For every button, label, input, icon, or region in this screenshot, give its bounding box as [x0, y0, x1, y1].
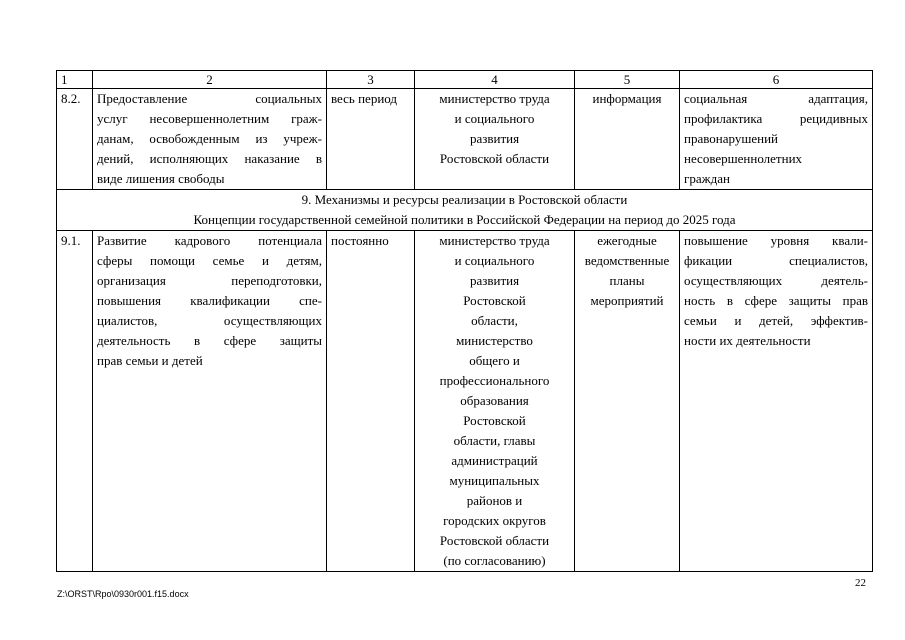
executor-line: (по согласованию): [443, 553, 546, 568]
row-number: 8.2.: [61, 91, 81, 106]
description-line: дений, исполняющих наказание в: [97, 151, 322, 166]
header-col-2: 2: [93, 71, 327, 89]
section-9-heading-row: [57, 190, 873, 231]
description-line: деятельность в сфере защиты: [97, 333, 322, 348]
result-cell: [680, 89, 873, 190]
description-line: виде лишения свободы: [97, 171, 225, 186]
result-line: профилактика рецидивных: [684, 111, 868, 126]
executor-line: городских округов: [443, 513, 546, 528]
description-cell: [93, 231, 327, 572]
description-line: Развитие кадрового потенциала: [97, 233, 322, 248]
executor-line: министерство труда: [439, 91, 550, 106]
description-cell: [93, 89, 327, 190]
executor-line: муниципальных: [449, 473, 540, 488]
executor-line: администраций: [451, 453, 538, 468]
header-col-4: 4: [415, 71, 575, 89]
header-col-5: 5: [575, 71, 680, 89]
table-row-9-1: [57, 231, 873, 572]
executor-line: Ростовской области: [439, 151, 550, 166]
result-line: фикации специалистов,: [684, 253, 868, 268]
result-line: несовершеннолетних: [684, 151, 803, 166]
row-number-cell: [57, 231, 93, 572]
executor-line: районов и: [466, 493, 523, 508]
description-line: прав семьи и детей: [97, 353, 203, 368]
executor-line: профессионального: [439, 373, 550, 388]
description-line: повышения квалификации спе-: [97, 293, 322, 308]
file-path-footer: Z:\ORST\Rpo\0930r001.f15.docx: [57, 589, 189, 599]
result-line: правонарушений: [684, 131, 778, 146]
result-line: осуществляющих деятель-: [684, 273, 868, 288]
header-col-1: 1: [57, 71, 93, 89]
result-line: граждан: [684, 171, 730, 186]
executor-line: области, главы: [453, 433, 536, 448]
executor-line: министерство труда: [439, 233, 550, 248]
term-cell: [327, 89, 415, 190]
executor-line: Ростовской: [463, 293, 526, 308]
description-line: сферы помощи семье и детям,: [97, 253, 322, 268]
section-heading-line-2: Концепции государственной семейной политики в Российской Федерации на период до 2025 года: [193, 212, 736, 227]
section-heading-line-1: 9. Механизмы и ресурсы реализации в Ростовской области: [301, 192, 628, 207]
description-line: услуг несовершеннолетним граж-: [97, 111, 322, 126]
executor-line: области,: [471, 313, 518, 328]
description-line: организация переподготовки,: [97, 273, 322, 288]
plan-table: [56, 70, 873, 572]
result-line: социальная адаптация,: [684, 91, 868, 106]
executors-cell: [415, 231, 575, 572]
header-col-6: 6: [680, 71, 873, 89]
executor-line: Ростовской: [463, 413, 526, 428]
form-cell: [575, 89, 680, 190]
term-cell: [327, 231, 415, 572]
form-cell: [575, 231, 680, 572]
executor-line: общего и: [469, 353, 520, 368]
executor-line: развития: [469, 273, 520, 288]
executor-line: министерство: [456, 333, 533, 348]
executor-line: развития: [469, 131, 520, 146]
section-heading-cell: [57, 190, 873, 231]
table-row-8-2: [57, 89, 873, 190]
description-line: данам, освобожденным из учреж-: [97, 131, 322, 146]
executors-cell: [415, 89, 575, 190]
form-line: ежегодные: [597, 233, 657, 248]
result-line: повышение уровня квали-: [684, 233, 868, 248]
description-line: Предоставление социальных: [97, 91, 322, 106]
form-line: планы: [609, 273, 645, 288]
term-text: весь период: [331, 91, 398, 106]
row-number-cell: [57, 89, 93, 190]
result-line: ность в сфере защиты прав: [684, 293, 868, 308]
executor-line: Ростовской области: [439, 533, 550, 548]
description-line: циалистов, осуществляющих: [97, 313, 322, 328]
result-line: ности их деятельности: [684, 333, 811, 348]
form-line: мероприятий: [590, 293, 664, 308]
executor-line: и социального: [454, 111, 535, 126]
result-line: семьи и детей, эффектив-: [684, 313, 868, 328]
term-text: постоянно: [331, 233, 389, 248]
result-cell: [680, 231, 873, 572]
row-number: 9.1.: [61, 233, 81, 248]
header-col-3: 3: [327, 71, 415, 89]
executor-line: и социального: [454, 253, 535, 268]
form-line: ведомственные: [584, 253, 670, 268]
table-header-row: [57, 71, 873, 89]
executor-line: образования: [460, 393, 529, 408]
form-line: информация: [592, 91, 662, 106]
page-number: 22: [855, 577, 866, 589]
